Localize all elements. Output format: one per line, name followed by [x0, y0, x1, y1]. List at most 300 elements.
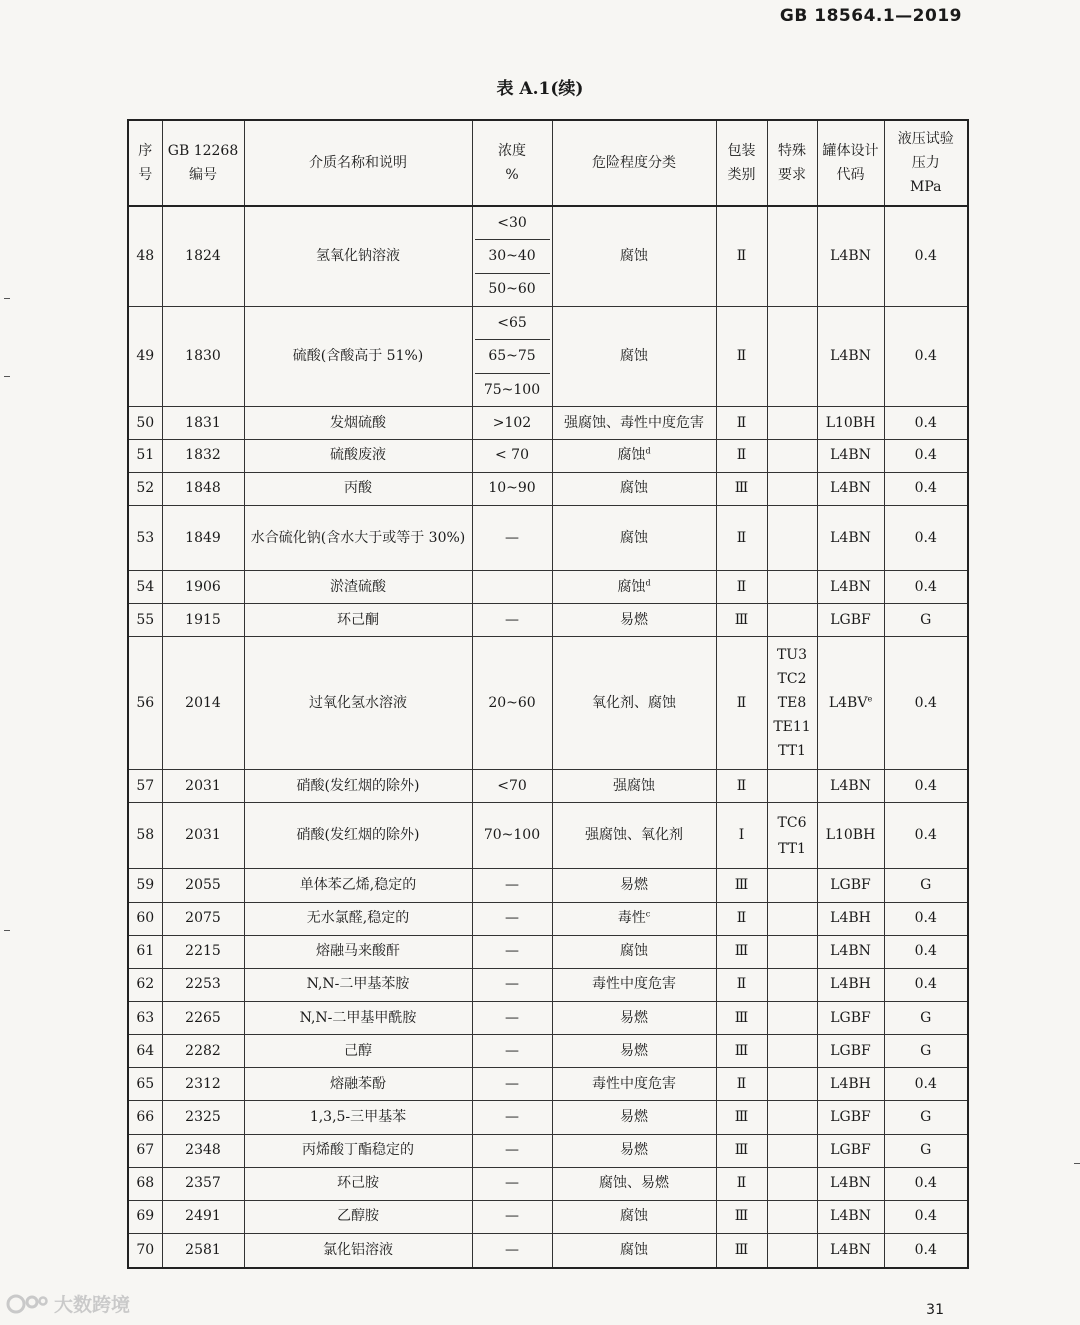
hazard-text: 毒性中度危害 [592, 1075, 676, 1092]
cell-tank-code [817, 505, 884, 570]
hazard-text: 强腐蚀 [613, 777, 655, 794]
hazard-text: 腐蚀 [620, 348, 648, 365]
col-header-hazard: 危险程度分类 [552, 120, 716, 206]
cell-code: 2253 [162, 968, 244, 1001]
cell-pack-group: Ⅱ [716, 505, 767, 570]
special-code: TT1 [778, 840, 806, 857]
cell-hazard [552, 637, 716, 770]
table-row [128, 1068, 968, 1101]
cell-name: 硝酸(发红烟的除外) [244, 770, 472, 803]
cell-hazard [552, 604, 716, 637]
tank-code-text: L4BN [830, 1208, 871, 1225]
concentration-range: <30 [475, 207, 550, 240]
cell-pressure: 0.4 [884, 206, 968, 306]
cell-seq: 59 [128, 869, 162, 902]
cell-hazard [552, 206, 716, 306]
cell-seq: 51 [128, 439, 162, 472]
cell-pack-group: Ⅲ [716, 604, 767, 637]
tank-code-text: LGBF [830, 877, 871, 894]
col-header-concentration: 浓度 % [472, 120, 552, 206]
cell-special [767, 637, 817, 770]
cell-special [767, 803, 817, 869]
tank-code-text: L4BV [828, 694, 868, 711]
cell-pack-group: Ⅱ [716, 1167, 767, 1200]
cell-pressure: 0.4 [884, 968, 968, 1001]
cell-pressure: 0.4 [884, 770, 968, 803]
cell-pressure: 0.4 [884, 803, 968, 869]
cell-tank-code [817, 1035, 884, 1068]
watermark-text: 大数跨境 [54, 1294, 131, 1316]
tank-code-text: L4BN [830, 578, 871, 595]
table-row [128, 439, 968, 472]
cell-pressure: 0.4 [884, 1234, 968, 1268]
cell-concentration: — [472, 1200, 552, 1233]
concentration-range: 30~40 [475, 240, 550, 274]
cell-name: 熔融苯酚 [244, 1068, 472, 1101]
cell-hazard [552, 902, 716, 935]
cell-code: 2265 [162, 1002, 244, 1035]
cell-seq: 50 [128, 407, 162, 439]
cell-pack-group: Ⅱ [716, 439, 767, 472]
watermark [6, 1290, 130, 1317]
cell-code: 2581 [162, 1234, 244, 1268]
cell-pack-group: Ⅲ [716, 1134, 767, 1167]
tank-code-text: L4BN [830, 480, 871, 497]
hazard-text: 易燃 [620, 877, 648, 894]
hazard-table [127, 119, 969, 1269]
cell-tank-code [817, 869, 884, 902]
table-row [128, 803, 968, 869]
hazard-text: 易燃 [620, 611, 648, 628]
cell-pressure: G [884, 1101, 968, 1134]
cell-special [767, 935, 817, 968]
cell-hazard [552, 770, 716, 803]
cell-tank-code [817, 803, 884, 869]
cell-hazard [552, 1035, 716, 1068]
hazard-text: 腐蚀 [620, 247, 648, 264]
tank-code-text: L4BN [830, 1175, 871, 1192]
cell-pressure: 0.4 [884, 571, 968, 604]
cell-concentration: — [472, 1101, 552, 1134]
cell-special [767, 1200, 817, 1233]
cell-code: 2312 [162, 1068, 244, 1101]
cell-special [767, 1234, 817, 1268]
cell-pack-group: Ⅱ [716, 306, 767, 406]
cell-special [767, 439, 817, 472]
cell-pressure: G [884, 1134, 968, 1167]
hazard-text: 腐蚀 [620, 1208, 648, 1225]
cell-pressure: 0.4 [884, 472, 968, 505]
table-caption: 表 A.1(续) [496, 79, 584, 99]
cell-concentration: — [472, 1234, 552, 1268]
table-row [128, 472, 968, 505]
cell-code: 1848 [162, 472, 244, 505]
cell-hazard [552, 1167, 716, 1200]
cell-name: 硫酸废液 [244, 439, 472, 472]
cell-name: 丙烯酸丁酯稳定的 [244, 1134, 472, 1167]
cell-code: 1824 [162, 206, 244, 306]
cell-tank-code [817, 571, 884, 604]
tank-code-text: L4BN [830, 777, 871, 794]
concentration-range: <65 [475, 307, 550, 340]
table-row [128, 505, 968, 570]
cell-concentration: — [472, 935, 552, 968]
tank-code-text: L10BH [825, 827, 876, 844]
cell-seq: 69 [128, 1200, 162, 1233]
special-code: TC2 [777, 671, 807, 688]
hazard-text: 腐蚀 [620, 943, 648, 960]
cell-name: 1,3,5-三甲基苯 [244, 1101, 472, 1134]
cell-hazard [552, 1234, 716, 1268]
cell-concentration: — [472, 968, 552, 1001]
cell-name: 无水氯醛,稳定的 [244, 902, 472, 935]
cell-pack-group: Ⅲ [716, 1002, 767, 1035]
cell-name: 淤渣硫酸 [244, 571, 472, 604]
table-header-row [128, 120, 968, 206]
cell-hazard [552, 869, 716, 902]
table-row [128, 935, 968, 968]
cell-special [767, 1002, 817, 1035]
hazard-text: 易燃 [620, 1009, 648, 1026]
cell-pressure: G [884, 1035, 968, 1068]
tank-code-text: L4BH [830, 910, 871, 927]
cell-seq: 54 [128, 571, 162, 604]
cell-pack-group: Ⅲ [716, 935, 767, 968]
cell-seq: 49 [128, 306, 162, 406]
cell-special [767, 1167, 817, 1200]
table-row [128, 1134, 968, 1167]
cell-tank-code [817, 968, 884, 1001]
cell-seq: 53 [128, 505, 162, 570]
cell-hazard [552, 1134, 716, 1167]
watermark-logo-icon [6, 1292, 50, 1316]
cell-concentration: — [472, 1035, 552, 1068]
tank-code-text: LGBF [830, 1042, 871, 1059]
cell-special [767, 770, 817, 803]
cell-seq: 58 [128, 803, 162, 869]
cell-seq: 68 [128, 1167, 162, 1200]
cell-seq: 48 [128, 206, 162, 306]
cell-tank-code [817, 1200, 884, 1233]
cell-tank-code [817, 1234, 884, 1268]
concentration-range: 75~100 [483, 381, 541, 398]
cell-name: 环己酮 [244, 604, 472, 637]
hazard-text: 腐蚀 [620, 480, 648, 497]
cell-pressure: 0.4 [884, 1167, 968, 1200]
col-header-seq: 序 号 [128, 120, 162, 206]
cell-seq: 52 [128, 472, 162, 505]
cell-tank-code [817, 439, 884, 472]
cell-name: 水合硫化钠(含水大于或等于 30%) [244, 505, 472, 570]
cell-pressure: 0.4 [884, 439, 968, 472]
cell-pack-group: Ⅲ [716, 1234, 767, 1268]
cell-seq: 66 [128, 1101, 162, 1134]
cell-special [767, 968, 817, 1001]
cell-concentration [472, 306, 552, 406]
cell-pack-group: Ⅲ [716, 472, 767, 505]
special-code: TE8 [777, 695, 807, 712]
table-row [128, 637, 968, 770]
cell-code: 1915 [162, 604, 244, 637]
cell-concentration: — [472, 604, 552, 637]
cell-concentration [472, 206, 552, 306]
hazard-text: 腐蚀、易燃 [599, 1175, 669, 1192]
table-row [128, 306, 968, 406]
concentration-range: 65~75 [475, 340, 550, 374]
cell-tank-code [817, 1002, 884, 1035]
cell-tank-code [817, 1068, 884, 1101]
cell-pack-group: Ⅱ [716, 407, 767, 439]
cell-code: 2491 [162, 1200, 244, 1233]
table-row [128, 407, 968, 439]
cell-code: 2055 [162, 869, 244, 902]
footnote-marker: d [645, 446, 651, 456]
cell-pack-group: Ⅲ [716, 869, 767, 902]
cell-tank-code [817, 1167, 884, 1200]
cell-hazard [552, 1200, 716, 1233]
tank-code-text: L4BN [830, 447, 871, 464]
cell-pack-group: Ⅱ [716, 571, 767, 604]
table-row [128, 604, 968, 637]
cell-tank-code [817, 407, 884, 439]
col-header-tank-code: 罐体设计 代码 [817, 120, 884, 206]
tank-code-text: L4BN [830, 247, 871, 264]
cell-pack-group: Ⅱ [716, 206, 767, 306]
cell-name: 丙酸 [244, 472, 472, 505]
hazard-text: 毒性中度危害 [592, 976, 676, 993]
cell-hazard [552, 571, 716, 604]
cell-special [767, 869, 817, 902]
cell-concentration: — [472, 1068, 552, 1101]
cell-code: 1906 [162, 571, 244, 604]
cell-pressure: 0.4 [884, 935, 968, 968]
cell-concentration [472, 571, 552, 604]
cell-pressure: 0.4 [884, 637, 968, 770]
cell-pack-group: Ⅱ [716, 637, 767, 770]
cell-pressure: 0.4 [884, 306, 968, 406]
table-row [128, 770, 968, 803]
table-row [128, 1101, 968, 1134]
margin-mark [4, 930, 10, 931]
col-header-special: 特殊 要求 [767, 120, 817, 206]
cell-name: N,N-二甲基甲酰胺 [244, 1002, 472, 1035]
tank-code-text: L10BH [825, 414, 876, 431]
cell-hazard [552, 968, 716, 1001]
cell-name: 单体苯乙烯,稳定的 [244, 869, 472, 902]
cell-tank-code [817, 637, 884, 770]
cell-code: 2031 [162, 803, 244, 869]
tank-code-text: LGBF [830, 611, 871, 628]
cell-pressure: 0.4 [884, 1068, 968, 1101]
concentration-range: 50~60 [488, 281, 536, 298]
hazard-text: 毒性 [617, 910, 646, 927]
cell-special [767, 604, 817, 637]
footnote-marker: e [867, 694, 873, 704]
cell-concentration: — [472, 902, 552, 935]
cell-tank-code [817, 770, 884, 803]
cell-concentration: <70 [472, 770, 552, 803]
cell-tank-code [817, 604, 884, 637]
cell-seq: 63 [128, 1002, 162, 1035]
cell-concentration: 20~60 [472, 637, 552, 770]
cell-pressure: G [884, 869, 968, 902]
table-row [128, 1234, 968, 1268]
cell-code: 2014 [162, 637, 244, 770]
cell-seq: 65 [128, 1068, 162, 1101]
cell-name: 环己胺 [244, 1167, 472, 1200]
standard-code: GB 18564.1—2019 [779, 6, 962, 26]
footnote-marker: d [645, 578, 651, 588]
cell-tank-code [817, 206, 884, 306]
cell-name: 熔融马来酸酐 [244, 935, 472, 968]
hazard-text: 易燃 [620, 1142, 648, 1159]
cell-code: 2075 [162, 902, 244, 935]
special-code: TT1 [778, 743, 806, 760]
table-row [128, 869, 968, 902]
cell-name: 氢氧化钠溶液 [244, 206, 472, 306]
cell-pressure: 0.4 [884, 505, 968, 570]
table-row [128, 902, 968, 935]
tank-code-text: L4BN [830, 529, 871, 546]
cell-pack-group: Ⅱ [716, 902, 767, 935]
page-number: 31 [926, 1302, 944, 1318]
cell-pressure: 0.4 [884, 902, 968, 935]
cell-special [767, 472, 817, 505]
cell-hazard [552, 803, 716, 869]
hazard-text: 腐蚀 [620, 1242, 648, 1259]
cell-pack-group: Ⅲ [716, 1035, 767, 1068]
tank-code-text: LGBF [830, 1109, 871, 1126]
cell-seq: 64 [128, 1035, 162, 1068]
special-code: TE11 [773, 719, 811, 736]
hazard-text: 强腐蚀、毒性中度危害 [564, 414, 704, 431]
cell-name: 氯化铝溶液 [244, 1234, 472, 1268]
footnote-marker: c [645, 909, 651, 919]
table-row [128, 968, 968, 1001]
cell-pack-group: Ⅲ [716, 1200, 767, 1233]
col-header-pressure: 液压试验 压力 MPa [884, 120, 968, 206]
cell-name: 乙醇胺 [244, 1200, 472, 1233]
cell-name: 过氧化氢水溶液 [244, 637, 472, 770]
cell-seq: 57 [128, 770, 162, 803]
cell-name: N,N-二甲基苯胺 [244, 968, 472, 1001]
tank-code-text: L4BN [830, 943, 871, 960]
hazard-text: 腐蚀 [620, 529, 648, 546]
cell-code: 2325 [162, 1101, 244, 1134]
cell-tank-code [817, 1134, 884, 1167]
cell-code: 2031 [162, 770, 244, 803]
cell-name: 发烟硫酸 [244, 407, 472, 439]
cell-code: 1830 [162, 306, 244, 406]
tank-code-text: L4BN [830, 1242, 871, 1259]
cell-concentration: — [472, 1134, 552, 1167]
cell-pack-group: Ⅱ [716, 968, 767, 1001]
cell-special [767, 571, 817, 604]
cell-pack-group: Ⅱ [716, 770, 767, 803]
cell-concentration: — [472, 505, 552, 570]
hazard-text: 腐蚀 [617, 447, 646, 464]
cell-seq: 60 [128, 902, 162, 935]
cell-code: 1849 [162, 505, 244, 570]
cell-special [767, 1134, 817, 1167]
tank-code-text: LGBF [830, 1009, 871, 1026]
cell-special [767, 1068, 817, 1101]
cell-concentration: 70~100 [472, 803, 552, 869]
cell-special [767, 902, 817, 935]
cell-special [767, 1035, 817, 1068]
cell-code: 1832 [162, 439, 244, 472]
cell-seq: 56 [128, 637, 162, 770]
cell-name: 硫酸(含酸高于 51%) [244, 306, 472, 406]
cell-hazard [552, 505, 716, 570]
cell-seq: 61 [128, 935, 162, 968]
cell-concentration: — [472, 1167, 552, 1200]
special-code: TC6 [777, 814, 807, 831]
cell-seq: 55 [128, 604, 162, 637]
cell-special [767, 505, 817, 570]
cell-pressure: G [884, 604, 968, 637]
cell-hazard [552, 472, 716, 505]
col-header-name: 介质名称和说明 [244, 120, 472, 206]
tank-code-text: LGBF [830, 1142, 871, 1159]
cell-hazard [552, 1002, 716, 1035]
cell-name: 硝酸(发红烟的除外) [244, 803, 472, 869]
special-code: TU3 [776, 647, 808, 664]
tank-code-text: L4BH [830, 976, 871, 993]
cell-hazard [552, 1068, 716, 1101]
cell-tank-code [817, 1101, 884, 1134]
cell-hazard [552, 439, 716, 472]
cell-pack-group: Ⅰ [716, 803, 767, 869]
cell-code: 2282 [162, 1035, 244, 1068]
cell-code: 1831 [162, 407, 244, 439]
table-row [128, 571, 968, 604]
cell-seq: 70 [128, 1234, 162, 1268]
cell-concentration: 10~90 [472, 472, 552, 505]
cell-code: 2215 [162, 935, 244, 968]
cell-seq: 62 [128, 968, 162, 1001]
cell-concentration: >102 [472, 407, 552, 439]
margin-mark [4, 376, 10, 377]
cell-tank-code [817, 472, 884, 505]
cell-tank-code [817, 306, 884, 406]
hazard-text: 腐蚀 [617, 578, 646, 595]
cell-special [767, 1101, 817, 1134]
hazard-text: 易燃 [620, 1109, 648, 1126]
cell-special [767, 407, 817, 439]
cell-pack-group: Ⅲ [716, 1101, 767, 1134]
table-row [128, 1200, 968, 1233]
cell-concentration: < 70 [472, 439, 552, 472]
tank-code-text: L4BH [830, 1075, 871, 1092]
margin-mark [1074, 1163, 1080, 1164]
cell-hazard [552, 1101, 716, 1134]
cell-tank-code [817, 935, 884, 968]
table-row [128, 1035, 968, 1068]
cell-concentration: — [472, 869, 552, 902]
cell-code: 2357 [162, 1167, 244, 1200]
cell-hazard [552, 306, 716, 406]
cell-concentration: — [472, 1002, 552, 1035]
cell-special [767, 206, 817, 306]
table-row [128, 1167, 968, 1200]
table-row [128, 1002, 968, 1035]
cell-name: 己醇 [244, 1035, 472, 1068]
hazard-text: 强腐蚀、氧化剂 [585, 827, 683, 844]
table-row [128, 206, 968, 306]
cell-hazard [552, 935, 716, 968]
cell-pressure: 0.4 [884, 1200, 968, 1233]
